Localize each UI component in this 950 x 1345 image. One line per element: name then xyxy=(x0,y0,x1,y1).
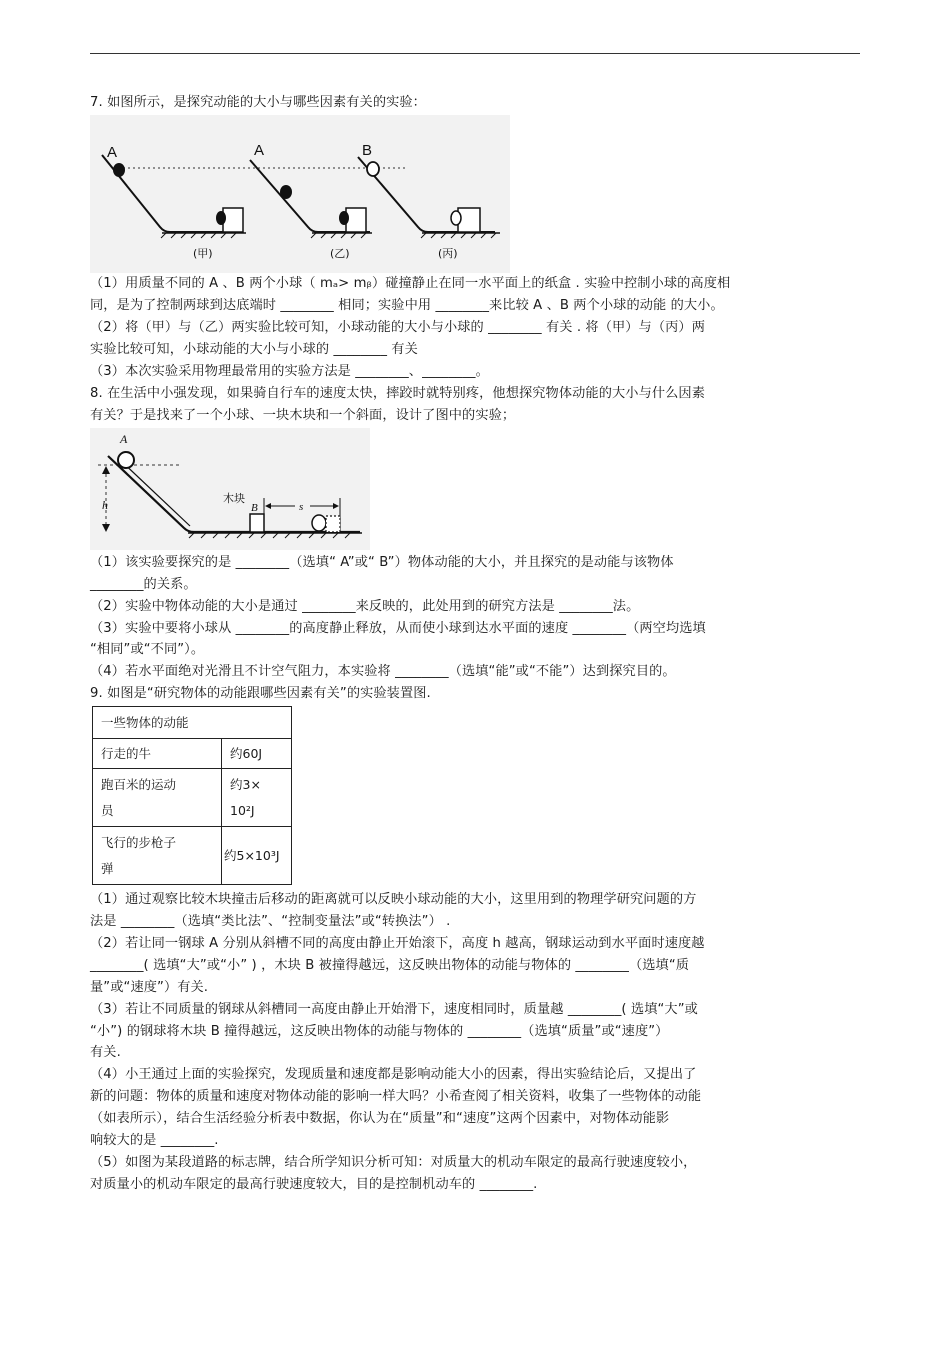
q9-energy-table xyxy=(92,706,292,885)
q8-label-b: B xyxy=(251,502,258,514)
q9-table-value-1b: 10²J xyxy=(230,802,255,818)
q7-line-4: 实验比较可知，小球动能的大小与小球的 ________ 有关 xyxy=(90,342,418,357)
q9-line-8: 有关. xyxy=(90,1045,121,1060)
q8-figure-svg xyxy=(90,428,370,550)
q9-table-name-1a: 跑百米的运动 xyxy=(101,776,177,792)
q8-line-3: （2）实验中物体动能的大小是通过 ________来反映的，此处用到的研究方法是 ________法。 xyxy=(90,599,640,614)
q7-line-5: （3）本次实验采用物理最常用的实验方法是 ________、________。 xyxy=(90,364,489,379)
q9-table-name-2a: 飞行的步枪子 xyxy=(101,834,177,850)
q9-line-2: 法是 ________（选填“类比法”、“控制变量法”或“转换法”） . xyxy=(90,914,451,929)
q8-figure xyxy=(90,428,370,550)
q9-line-5: 量”或“速度”）有关. xyxy=(90,980,209,995)
header-rule xyxy=(90,53,860,54)
q9-table-value-1a: 约3× xyxy=(230,776,261,792)
q9-line-9: （4）小王通过上面的实验探究，发现质量和速度都是影响动能大小的因素，得出实验结论后，又提出了 xyxy=(90,1067,697,1082)
q9-table-value-1 xyxy=(222,769,292,827)
table-row xyxy=(93,827,292,885)
q8-line-1: （1）该实验要探究的是 ________（选填“ A”或“ B”）物体动能的大小，并且探究的是动能与该物体 xyxy=(90,555,674,570)
q7-figure xyxy=(90,115,510,273)
q9-table-name-1 xyxy=(93,769,222,827)
q9-line-14: 对质量小的机动车限定的最高行驶速度较大，目的是控制机动车的 ________. xyxy=(90,1177,538,1192)
q7-label-a2: A xyxy=(254,142,265,159)
q8-line-2: ________的关系。 xyxy=(90,577,197,592)
q7-label-yi: (乙) xyxy=(330,247,350,260)
table-row xyxy=(93,739,292,769)
q9-title: 9. 如图是“研究物体的动能跟哪些因素有关”的实验装置图. xyxy=(90,686,431,701)
q7-title: 7. 如图所示，是探究动能的大小与哪些因素有关的实验： xyxy=(90,95,426,110)
q8-line-5: “相同”或“不同”）。 xyxy=(90,642,205,657)
q9-line-10: 新的问题：物体的质量和速度对物体动能的影响一样大吗？小希查阅了相关资料，收集了一些物体的动能 xyxy=(90,1089,702,1104)
q9-line-4: ________( 选填“大”或“小” ) ，木块 B 被撞得越远，这反映出物体的动能与物体的 ________（选填“质 xyxy=(90,958,690,973)
q9-line-1: （1）通过观察比较木块撞击后移动的距离就可以反映小球动能的大小，这里用到的物理学研究问题的方 xyxy=(90,892,697,907)
q8-title-1: 8. 在生活中小强发现，如果骑自行车的速度太快，摔跤时就特别疼，他想探究物体动能的大小与什么因素 xyxy=(90,386,706,401)
q9-line-11: （如表所示），结合生活经验分析表中数据，你认为在“质量”和“速度”这两个因素中，对物体动能影 xyxy=(90,1111,670,1126)
q7-line-3: （2）将（甲）与（乙）两实验比较可知，小球动能的大小与小球的 ________ 有关 . 将（甲）与（丙）两 xyxy=(90,320,705,335)
q7-line-1: （1）用质量不同的 A 、B 两个小球（ mₐ> mᵦ）碰撞静止在同一水平面上的纸盒 . 实验中控制小球的高度相 xyxy=(90,276,731,291)
q8-label-a: A xyxy=(120,432,128,446)
q7-label-b: B xyxy=(362,142,373,159)
q8-line-4: （3）实验中要将小球从 ________的高度静止释放，从而使小球到达水平面的速度 ________（两空均选填 xyxy=(90,621,706,636)
table-row xyxy=(93,769,292,827)
q9-table-name-2b: 弹 xyxy=(101,860,114,876)
q7-label-bing: (丙) xyxy=(438,247,458,260)
q8-label-block: 木块 xyxy=(223,492,245,505)
q7-label-a1: A xyxy=(107,144,118,161)
q9-table-name-0: 行走的牛 xyxy=(93,739,222,769)
q9-table-value-0: 约60J xyxy=(222,739,292,769)
q9-line-3: （2）若让同一钢球 A 分别从斜槽不同的高度由静止开始滚下，高度 h 越高，钢球运动到水平面时速度越 xyxy=(90,936,705,951)
q9-line-13: （5）如图为某段道路的标志牌，结合所学知识分析可知：对质量大的机动车限定的最高行驶速度较小， xyxy=(90,1155,697,1170)
q7-line-2: 同，是为了控制两球到达底端时 ________ 相同；实验中用 ________来比较 A 、B 两个小球的动能 的大小。 xyxy=(90,298,724,313)
q9-line-12: 响较大的是 ________. xyxy=(90,1133,219,1148)
q9-table-name-2 xyxy=(93,827,222,885)
q7-label-jia: (甲) xyxy=(193,247,213,260)
q9-table-name-1b: 员 xyxy=(101,802,114,818)
q8-title-2: 有关？于是找来了一个小球、一块木块和一个斜面，设计了图中的实验； xyxy=(90,408,516,423)
q8-label-s: s xyxy=(299,501,304,513)
q9-table-header: 一些物体的动能 xyxy=(93,707,292,739)
q9-table-value-2: 约5×10³J xyxy=(222,827,292,885)
q9-energy-table-figure xyxy=(90,704,296,886)
q9-line-7: “小”) 的钢球将木块 B 撞得越远，这反映出物体的动能与物体的 ________（选填“质量”或“速度”） xyxy=(90,1024,669,1039)
q8-line-6: （4）若水平面绝对光滑且不计空气阻力，本实验将 ________（选填“能”或“不能”）达到探究目的。 xyxy=(90,664,676,679)
q9-line-6: （3）若让不同质量的钢球从斜槽同一高度由静止开始滑下，速度相同时，质量越 ________( 选填“大”或 xyxy=(90,1002,698,1017)
q8-label-h: h xyxy=(102,498,108,512)
q7-figure-svg xyxy=(90,115,510,273)
